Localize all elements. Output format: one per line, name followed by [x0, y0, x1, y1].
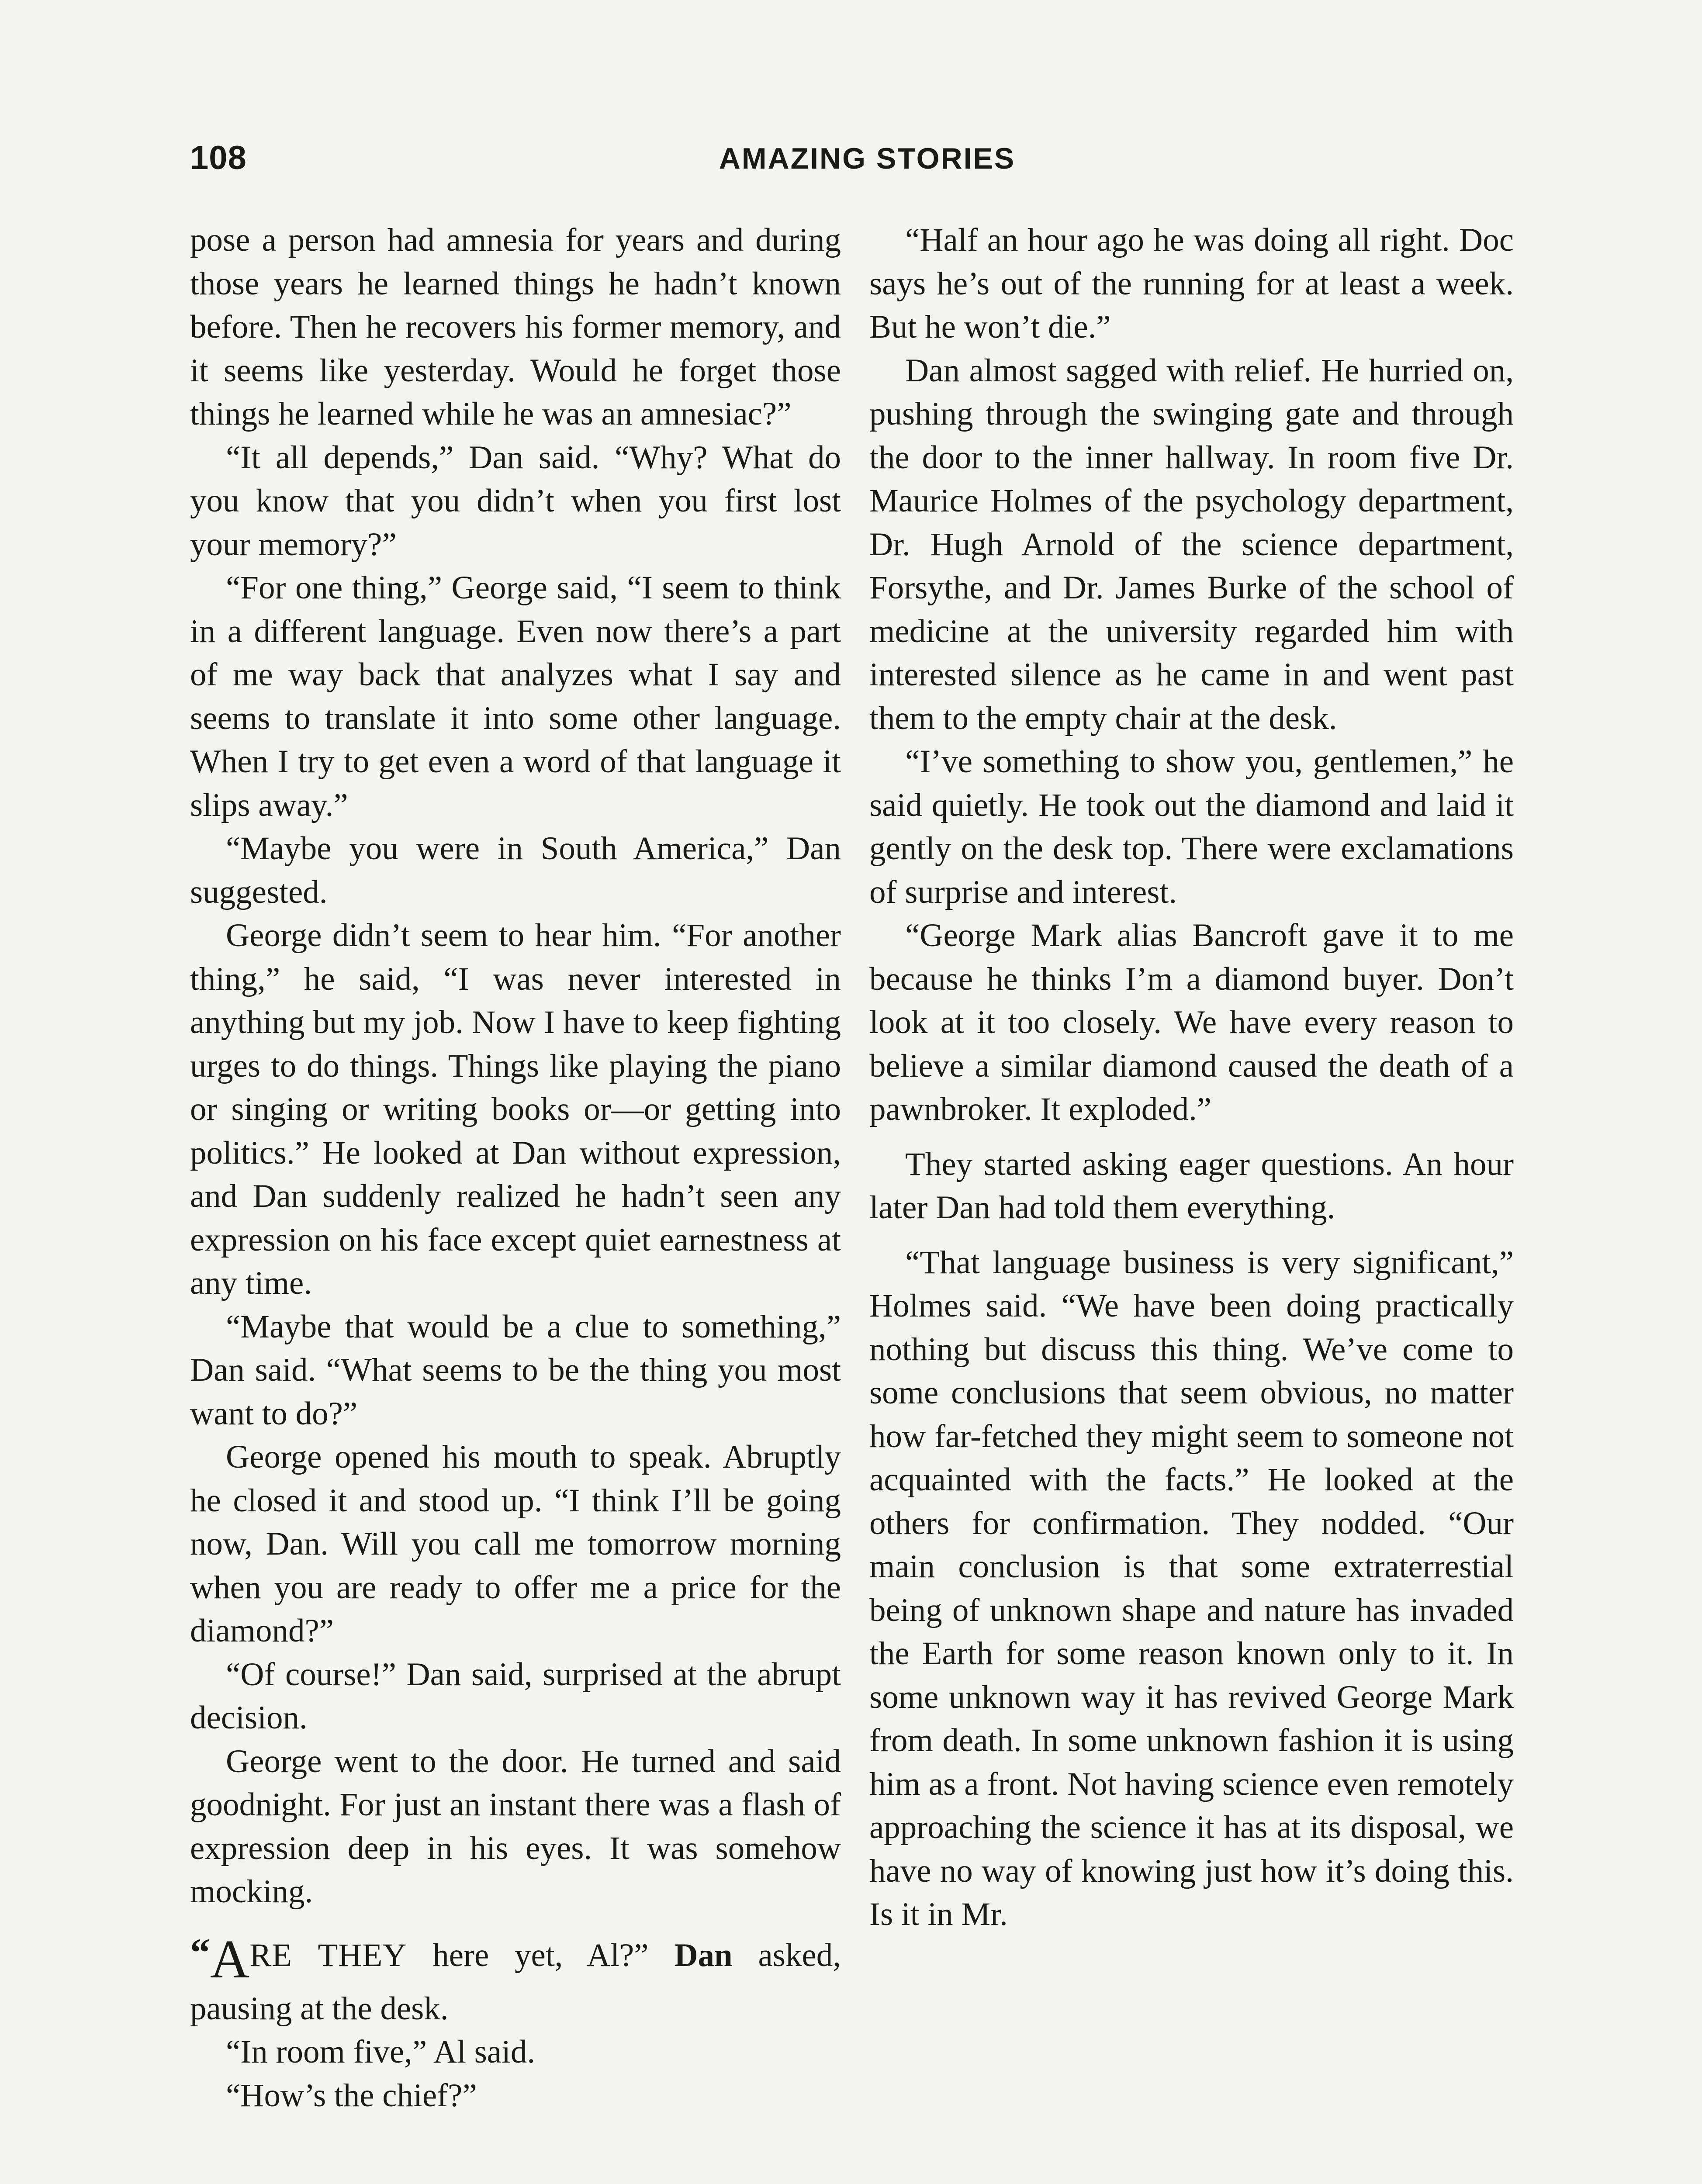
paragraph: “In room five,” Al said. — [226, 2034, 536, 2070]
page-header — [190, 139, 1512, 183]
paragraph: George opened his mouth to speak. Abruptly he closed it and stood up. “I think I’ll be going now, Dan. Will you call me tomorrow morning when you are ready to offer me a price for the diamond?” — [190, 1439, 841, 1649]
paragraph: They started asking eager questions. An hour later Dan had told them everything. — [869, 1146, 1514, 1226]
paragraph: Dan almost sagged with relief. He hurried on, pushing through the swinging gate and through the door to the inner hallway. In room five Dr. Maurice Holmes of the psychology department, Dr. Hugh Arnold of the science department, Forsythe, and Dr. James Burke of the school of medicine at the university regarded him with interested silence as he came in and went past them to the empty chair at the desk. — [869, 352, 1514, 736]
paragraph: “Maybe that would be a clue to something,” Dan said. “What seems to be the thing you most want to do?” — [190, 1308, 841, 1432]
lead-tail: asked, pausing at the desk. — [190, 1937, 841, 2027]
opening-quote: “ — [190, 1930, 210, 1975]
paragraph: “Of course!” Dan said, surprised at the abrupt decision. — [190, 1656, 841, 1736]
lead-text: here yet, Al?” — [407, 1937, 675, 1973]
right-column — [869, 218, 1514, 1936]
small-caps-lead: RE THEY — [249, 1937, 407, 1973]
speaker-name: Dan — [674, 1937, 733, 1973]
paragraph: “That language business is very significant,” Holmes said. “We have been doing practically nothing but discuss this thing. We’ve come to some conclusions that seem obvious, no matter how far-fetched they might seem to someone not acquainted with the facts.” He looked at the others for confirmation. They nodded. “Our main conclusion is that some extraterrestial being of unknown shape and nature has invaded the Earth for some reason known only to it. In some unknown way it has revived George Mark from death. In some unknown fashion it is using him as a front. Not having science even remotely approaching the science it has at its disposal, we have no way of knowing just how it’s doing this. Is it in Mr. — [869, 1244, 1514, 1932]
section-opening-paragraph — [190, 1931, 841, 2031]
paragraph: George didn’t seem to hear him. “For another thing,” he said, “I was never interested in anything but my job. Now I have to keep fighting urges to do things. Things like playing the piano or singing or writing books or—or getting into politics.” He looked at Dan without expression, and Dan suddenly realized he hadn’t seen any expression on his face except quiet earnestness at any time. — [190, 917, 841, 1301]
paragraph: “It all depends,” Dan said. “Why? What do you know that you didn’t when you first lost your memory?” — [190, 439, 841, 563]
paragraph: “For one thing,” George said, “I seem to think in a different language. Even now there’s a part of me way back that analyzes what I say and seems to translate it into some other language. When I try to get even a word of that language it slips away.” — [190, 570, 841, 823]
page-number: 108 — [190, 139, 247, 176]
left-column — [190, 218, 841, 2117]
paragraph: “Half an hour ago he was doing all right. Doc says he’s out of the running for at least a week. But he won’t die.” — [869, 222, 1514, 345]
paragraph: “George Mark alias Bancroft gave it to me because he thinks I’m a diamond buyer. Don’t look at it too closely. We have every reason to believe a similar diamond caused the death of a pawnbroker. It exploded.” — [869, 917, 1514, 1127]
running-title: AMAZING STORIES — [719, 142, 1016, 175]
paragraph: pose a person had amnesia for years and during those years he learned things he hadn’t known before. Then he recovers his former memory, and it seems like yesterday. Would he forget those things he learned while he was an amnesiac?” — [190, 222, 841, 432]
paragraph: “How’s the chief?” — [226, 2077, 477, 2114]
drop-cap: A — [210, 1929, 250, 1990]
paragraph: George went to the door. He turned and said goodnight. For just an instant there was a flash of expression deep in his eyes. It was somehow mocking. — [190, 1743, 841, 1910]
paragraph: “Maybe you were in South America,” Dan suggested. — [190, 830, 841, 910]
paragraph: “I’ve something to show you, gentlemen,” he said quietly. He took out the diamond and laid it gently on the desk top. There were exclamations of surprise and interest. — [869, 743, 1514, 910]
